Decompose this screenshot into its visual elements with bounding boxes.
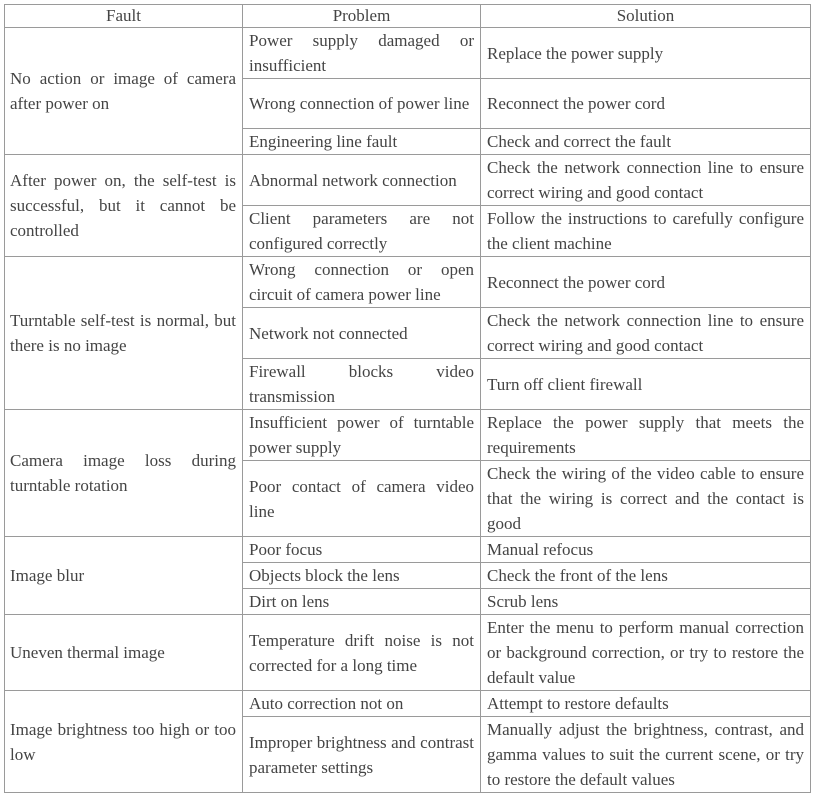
table-row bbox=[5, 537, 811, 563]
problem-cell: Insufficient power of turntable power supply bbox=[243, 410, 481, 461]
header-row bbox=[5, 5, 811, 28]
fault-cell: Image blur bbox=[5, 537, 243, 615]
solution-cell: Scrub lens bbox=[481, 589, 811, 615]
header-solution: Solution bbox=[481, 5, 811, 28]
fault-cell: Camera image loss during turntable rotation bbox=[5, 410, 243, 537]
problem-cell: Objects block the lens bbox=[243, 563, 481, 589]
fault-cell: After power on, the self-test is successful, but it cannot be controlled bbox=[5, 155, 243, 257]
problem-cell: Temperature drift noise is not corrected for a long time bbox=[243, 615, 481, 691]
problem-cell: Power supply damaged or insufficient bbox=[243, 28, 481, 79]
problem-cell: Network not connected bbox=[243, 308, 481, 359]
solution-cell: Check and correct the fault bbox=[481, 129, 811, 155]
solution-cell: Manual refocus bbox=[481, 537, 811, 563]
solution-cell: Check the network connection line to ensure correct wiring and good contact bbox=[481, 308, 811, 359]
table-row bbox=[5, 691, 811, 717]
fault-cell: Turntable self-test is normal, but there is no image bbox=[5, 257, 243, 410]
table-row bbox=[5, 257, 811, 308]
table-row bbox=[5, 28, 811, 79]
solution-cell: Follow the instructions to carefully configure the client machine bbox=[481, 206, 811, 257]
fault-cell: Uneven thermal image bbox=[5, 615, 243, 691]
problem-cell: Firewall blocks video transmission bbox=[243, 359, 481, 410]
solution-cell: Check the wiring of the video cable to ensure that the wiring is correct and the contact is good bbox=[481, 461, 811, 537]
solution-cell: Enter the menu to perform manual correction or background correction, or try to restore the default value bbox=[481, 615, 811, 691]
problem-cell: Client parameters are not configured correctly bbox=[243, 206, 481, 257]
solution-cell: Replace the power supply bbox=[481, 28, 811, 79]
header-fault: Fault bbox=[5, 5, 243, 28]
problem-cell: Wrong connection of power line bbox=[243, 79, 481, 129]
solution-cell: Check the network connection line to ensure correct wiring and good contact bbox=[481, 155, 811, 206]
problem-cell: Dirt on lens bbox=[243, 589, 481, 615]
solution-cell: Check the front of the lens bbox=[481, 563, 811, 589]
solution-cell: Replace the power supply that meets the requirements bbox=[481, 410, 811, 461]
fault-cell: Image brightness too high or too low bbox=[5, 691, 243, 793]
solution-cell: Attempt to restore defaults bbox=[481, 691, 811, 717]
solution-cell: Turn off client firewall bbox=[481, 359, 811, 410]
problem-cell: Improper brightness and contrast parameter settings bbox=[243, 717, 481, 793]
header-problem: Problem bbox=[243, 5, 481, 28]
problem-cell: Auto correction not on bbox=[243, 691, 481, 717]
table-row bbox=[5, 615, 811, 691]
problem-cell: Poor focus bbox=[243, 537, 481, 563]
problem-cell: Poor contact of camera video line bbox=[243, 461, 481, 537]
problem-cell: Wrong connection or open circuit of camera power line bbox=[243, 257, 481, 308]
solution-cell: Reconnect the power cord bbox=[481, 257, 811, 308]
solution-cell: Reconnect the power cord bbox=[481, 79, 811, 129]
table-row bbox=[5, 410, 811, 461]
fault-cell: No action or image of camera after power on bbox=[5, 28, 243, 155]
problem-cell: Engineering line fault bbox=[243, 129, 481, 155]
solution-cell: Manually adjust the brightness, contrast, and gamma values to suit the current scene, or try to restore the default values bbox=[481, 717, 811, 793]
problem-cell: Abnormal network connection bbox=[243, 155, 481, 206]
table-row bbox=[5, 155, 811, 206]
troubleshooting-table bbox=[4, 4, 811, 793]
